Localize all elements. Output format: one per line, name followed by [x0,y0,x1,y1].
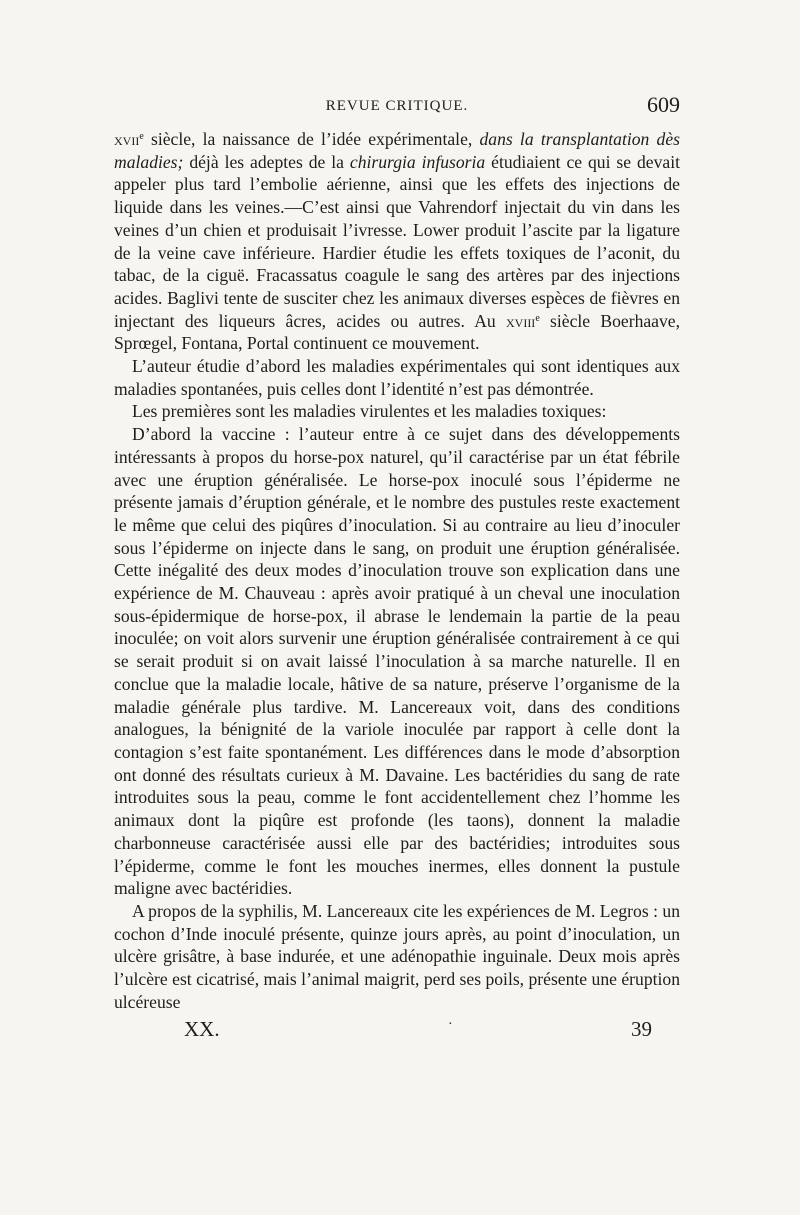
text-segment: e [139,131,144,142]
text-segment: siècle Boerhaave, Sprœgel, Fontana, Portal continuent ce mouvement. [114,310,680,354]
paragraph-2 [114,355,680,400]
signature-number: 39 [631,1017,652,1042]
signature-line [114,1017,680,1047]
text-segment: dans la transplantation dès maladies; [114,129,680,172]
text-segment: Les premières sont les maladies virulentes et les maladies toxiques: [132,401,607,422]
running-title: REVUE CRITIQUE. [325,98,469,114]
text-segment: déjà les adeptes de la [183,151,350,172]
text-segment: xviii [505,310,536,331]
text-segment: D’abord la vaccine : l’auteur entre à ce sujet dans des développements intéressants à propos du horse-pox naturel, qu’il caractérise par un état fébrile avec une éruption généralisée. Le horse-pox inoculé sous l’épiderme ne présente jamais d’éruption générale, et le nombre des pustules reste exactement le même que celui des piqûres d’inoculation. Si au contraire au lieu d’inoculer sous l’épiderme on injecte dans le sang, on produit une éruption généralisée. Cette inégalité des deux modes d’inoculation trouve son explication dans une expérience de M. Chauveau : après avoir pratiqué à un cheval une inoculation sous-épidermique de horse-pox, il abrase le lendemain la partie de la peau inoculée; on voit alors survenir une éruption généralisée contrairement à ce qui se serait produit si on avait laissé l’inoculation à sa marche naturelle. Il en conclue que la maladie locale, hâtive de sa nature, préserve l’organisme de la maladie générale plus tardive. M. Lancereaux voit, dans des conditions analogues, la bénignité de la variole inoculée par rapport à celle dont la contagion s’est faite spontanément. Les différences dans le mode d’absorption ont donné des résultats curieux à M. Davaine. Les bactéridies du sang de rate introduites sous la peau, comme le font accidentellement chez l’homme les animaux dont la piqûre est profonde (les taons), donnent la maladie charbonneuse caractérisée aussi elle par des bactéridies; introduites sous l’épiderme, comme le font les mouches inermes, elles donnent la pustule maligne avec bactéridies. [114,424,680,899]
page [114,92,680,1047]
text-segment: xvii [114,129,140,149]
paragraph-4 [114,423,680,900]
paragraph-5 [114,900,680,1014]
text-segment: chirurgia infusoria [349,151,486,172]
paragraph-1 [114,128,680,355]
text-segment: étudiaient ce qui se devait appeler plus tard l’embolie aérienne, ainsi que les effets des injections de liquide dans les veines.—C’est ainsi que Vahrendorf injectait du vin dans les veines d’un chien et produisait l’ivresse. Lower produit l’ascite par la ligature de la veine cave inférieure. Hardier étudie les effets toxiques de l’aconit, du tabac, de la ciguë. Fracassatus coagule le sang des artères par des injections acides. Baglivi tente de susciter chez les animaux diverses espèces de fièvres en injectant des liqueurs âcres, acides ou autres. Au [114,151,680,331]
signature-mark: · [448,1017,453,1033]
text-segment: A propos de la syphilis, M. Lancereaux cite les expériences de M. Legros : un cochon d’Inde inoculé présente, quinze jours après, au point d’inoculation, un ulcère grisâtre, à base indurée, et une adénopathie inguinale. Deux mois après l’ulcère est cicatrisé, mais l’animal maigrit, perd ses poils, présente une éruption ulcéreuse [114,900,680,1012]
page-number: 609 [647,92,680,117]
text-segment: L’auteur étudie d’abord les maladies expérimentales qui sont identiques aux maladies spontanées, puis celles dont l’identité n’est pas démontrée. [114,356,680,399]
paragraph-3 [114,400,680,423]
running-head [114,92,680,126]
signature-volume: XX. [184,1017,220,1042]
body-text [114,128,680,1013]
text-segment: e [535,312,540,324]
text-segment: siècle, la naissance de l’idée expérimentale, [143,129,480,149]
